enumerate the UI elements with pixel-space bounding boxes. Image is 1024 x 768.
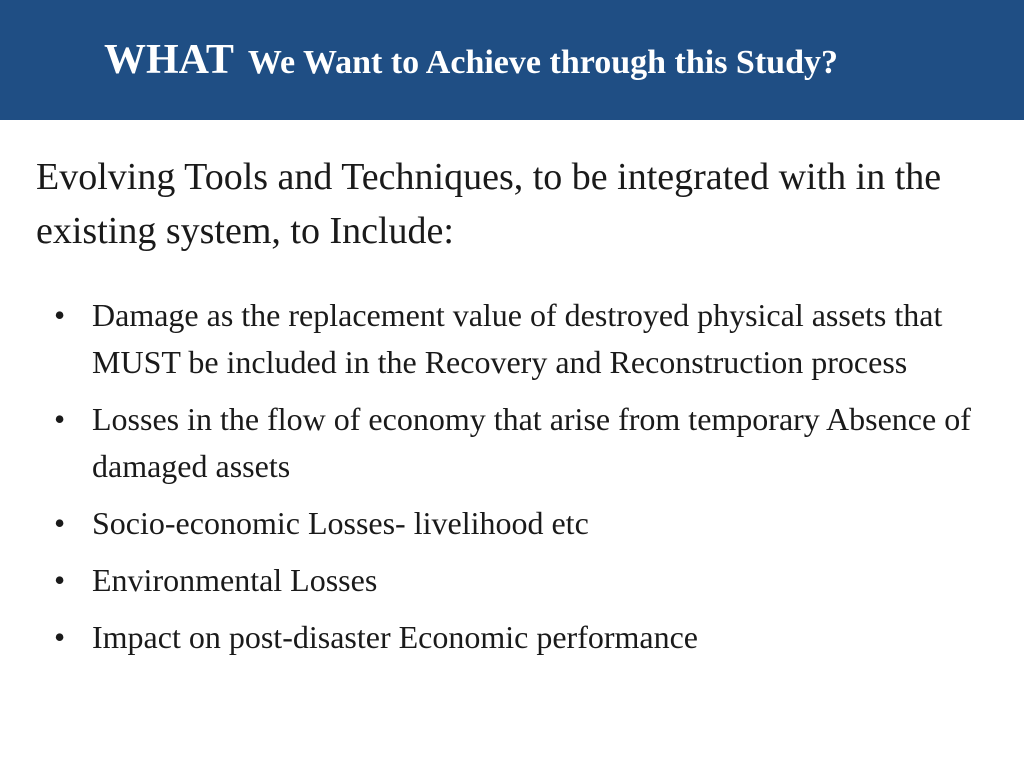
title-main: WHAT: [104, 37, 234, 83]
title-subtitle: We Want to Achieve through this Study?: [247, 44, 838, 81]
bullet-item-environmental: [52, 557, 992, 604]
bullet-list: [52, 292, 992, 671]
bullet-text: Socio-economic Losses- livelihood etc: [92, 505, 589, 541]
bullet-item-socio-economic: [52, 500, 992, 547]
bullet-icon: •: [54, 562, 66, 598]
bullet-text: Losses in the flow of economy that arise from temporary Absence of damaged assets: [92, 401, 971, 484]
title-bar: [0, 0, 1024, 120]
bullet-icon: •: [54, 297, 66, 333]
slide-title: [104, 36, 838, 84]
bullet-item-losses-flow: [52, 396, 992, 490]
bullet-icon: •: [54, 401, 66, 437]
bullet-icon: •: [54, 505, 66, 541]
intro-paragraph: Evolving Tools and Techniques, to be integrated with in the existing system, to Include:: [36, 156, 942, 252]
bullet-text: Environmental Losses: [92, 562, 378, 598]
bullet-item-economic-performance: [52, 614, 992, 661]
bullet-text: Damage as the replacement value of destroyed physical assets that MUST be included in the Recovery and Reconstruction process: [92, 297, 943, 380]
bullet-text: Impact on post-disaster Economic performance: [92, 619, 698, 655]
bullet-item-damage: [52, 292, 992, 386]
bullet-icon: •: [54, 619, 66, 655]
